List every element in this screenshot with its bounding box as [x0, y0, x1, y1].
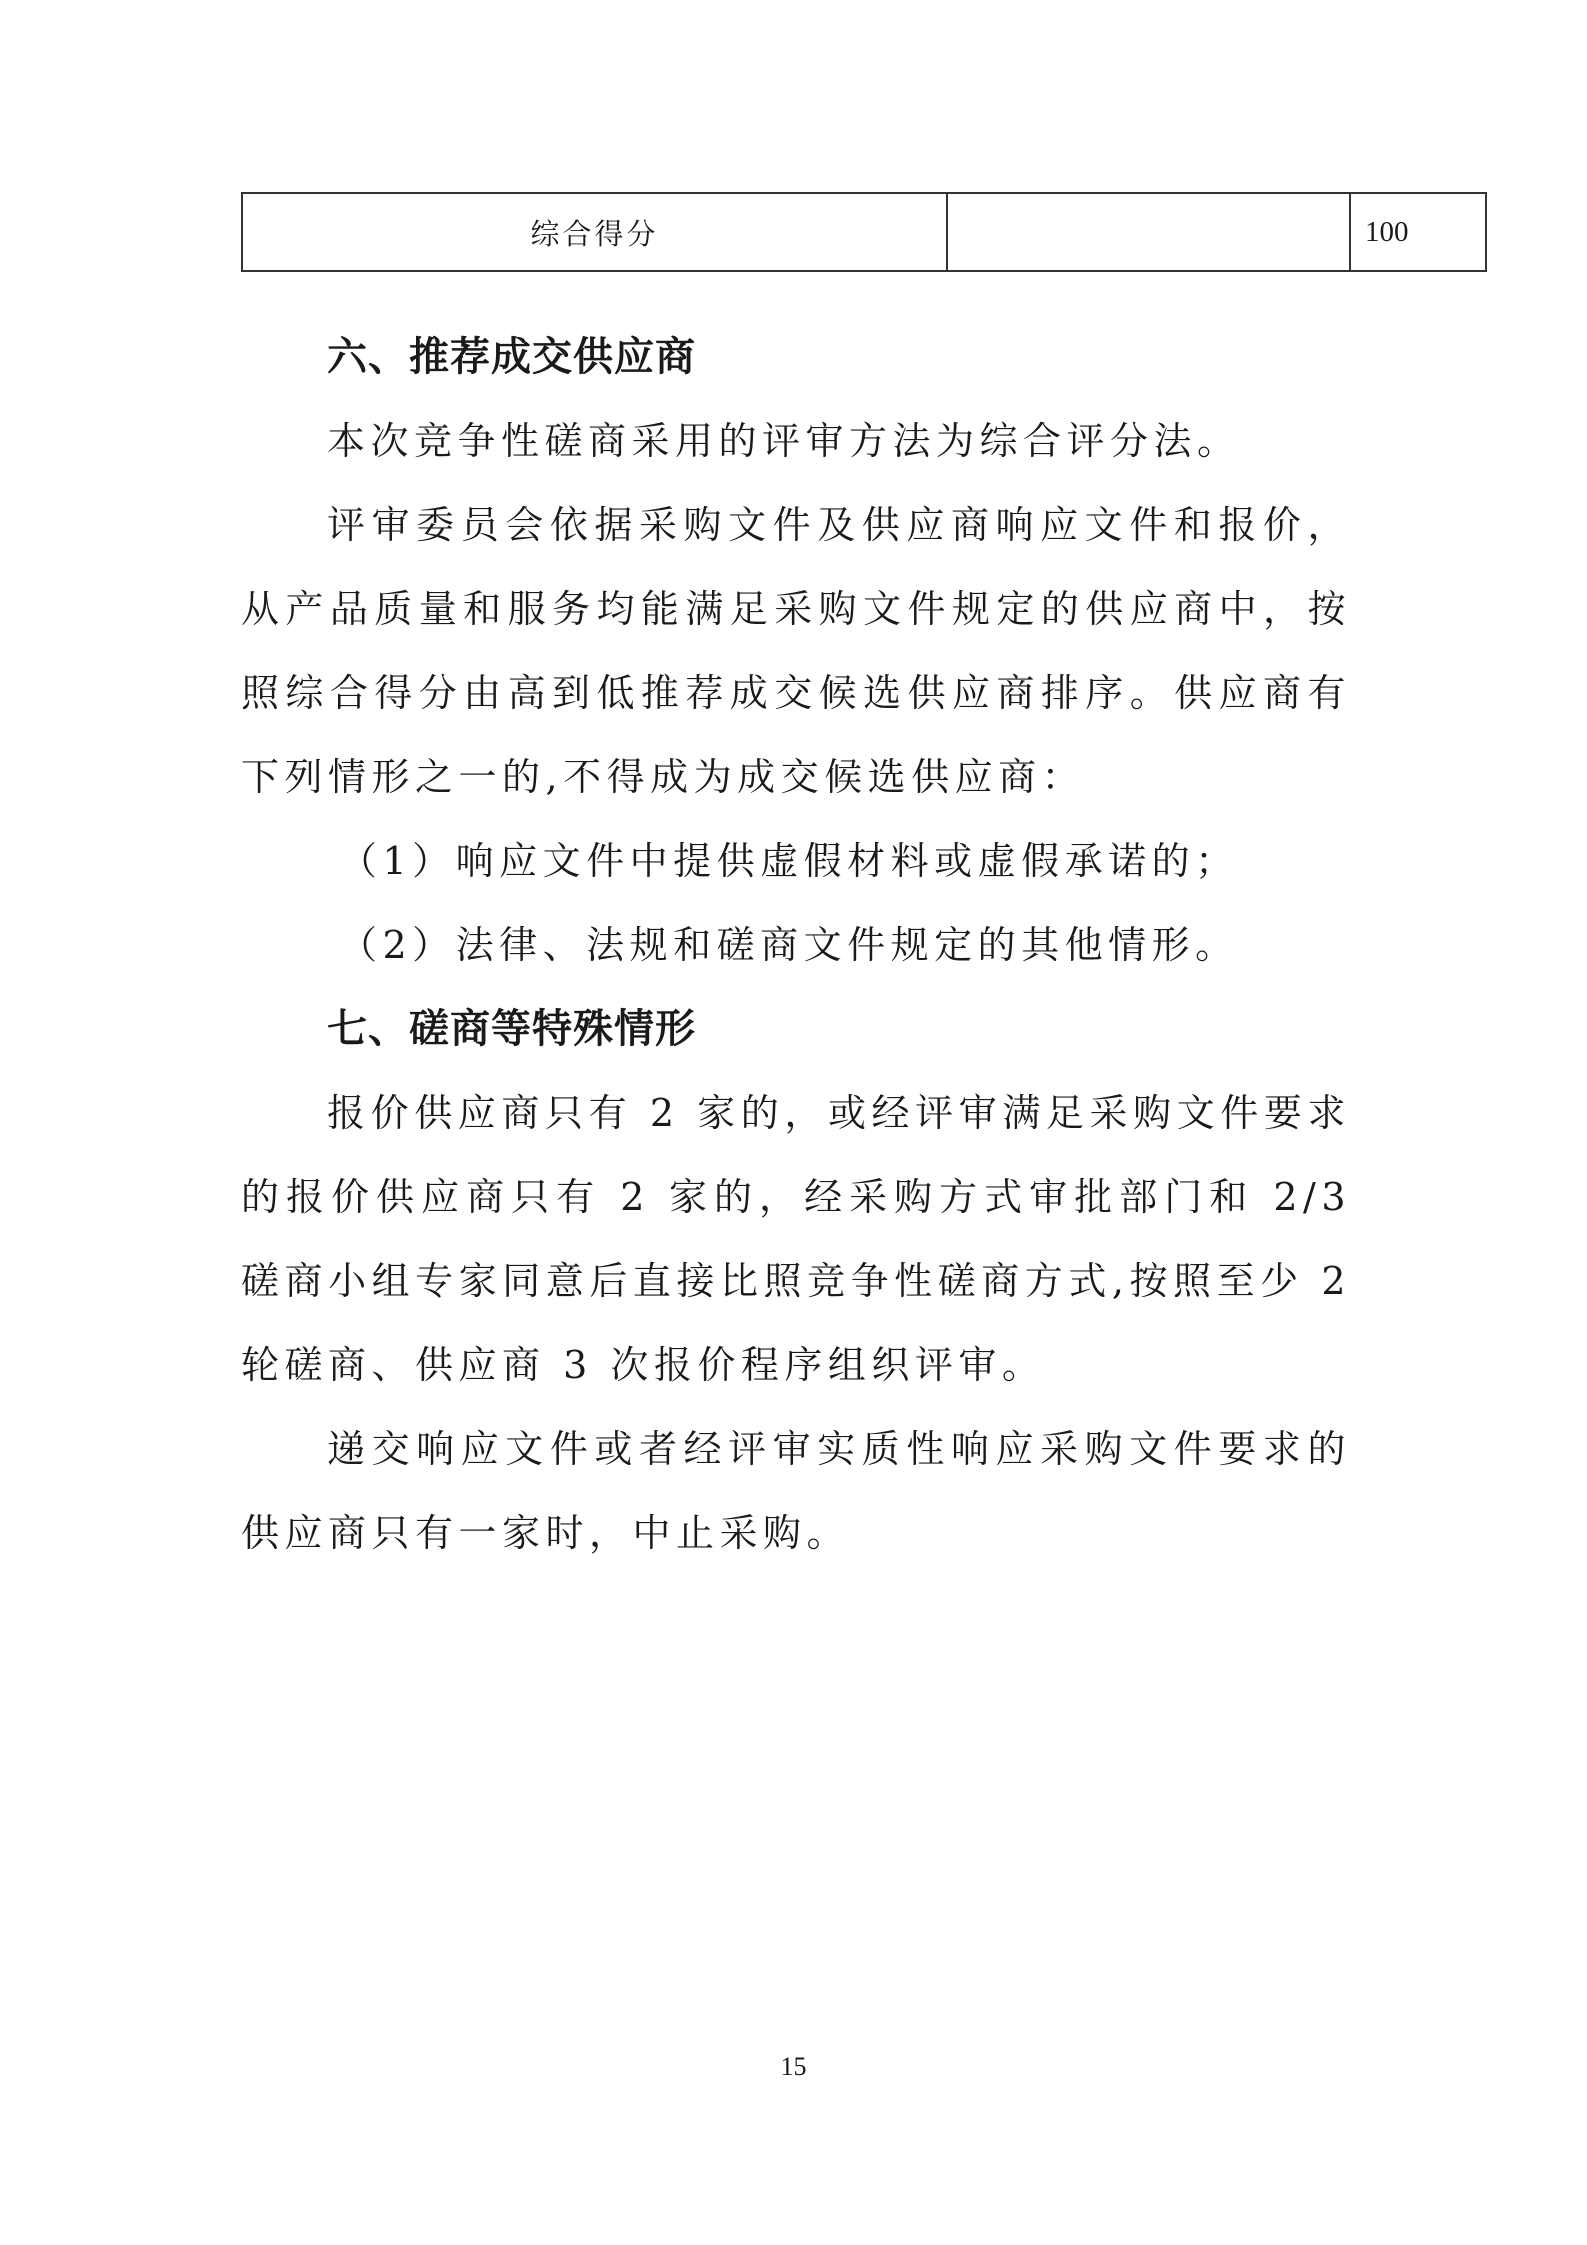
paragraph: 评审委员会依据采购文件及供应商响应文件和报价，从产品质量和服务均能满足采购文件规定的供应商中，按照综合得分由高到低推荐成交候选供应商排序。供应商有下列情形之一的,不得成为成交候选供应商：: [241, 503, 1351, 799]
score-table: [241, 192, 1487, 272]
section-heading-recommend-supplier: 六、推荐成交供应商: [327, 334, 696, 380]
empty-cell: [947, 193, 1350, 271]
list-item: （1）响应文件中提供虚假材料或虚假承诺的；: [339, 839, 1239, 883]
paragraph: 本次竞争性磋商采用的评审方法为综合评分法。: [327, 419, 1241, 463]
table-row: [242, 193, 1486, 271]
document-body: [241, 315, 1351, 1575]
list-item: （2）法律、法规和磋商文件规定的其他情形。: [339, 923, 1239, 967]
paragraph: 报价供应商只有 2 家的，或经评审满足采购文件要求的报价供应商只有 2 家的，经采购方式审批部门和 2/3 磋商小组专家同意后直接比照竞争性磋商方式,按照至少 2 轮磋商、供应商 3 次报价程序组织评审。: [241, 1091, 1351, 1387]
paragraph: 递交响应文件或者经评审实质性响应采购文件要求的供应商只有一家时，中止采购。: [241, 1427, 1351, 1555]
score-label-cell: 综合得分: [242, 193, 947, 271]
page-number: 15: [780, 2052, 807, 2081]
section-heading-special-cases: 七、磋商等特殊情形: [327, 1006, 696, 1052]
total-score-cell: 100: [1350, 193, 1486, 271]
